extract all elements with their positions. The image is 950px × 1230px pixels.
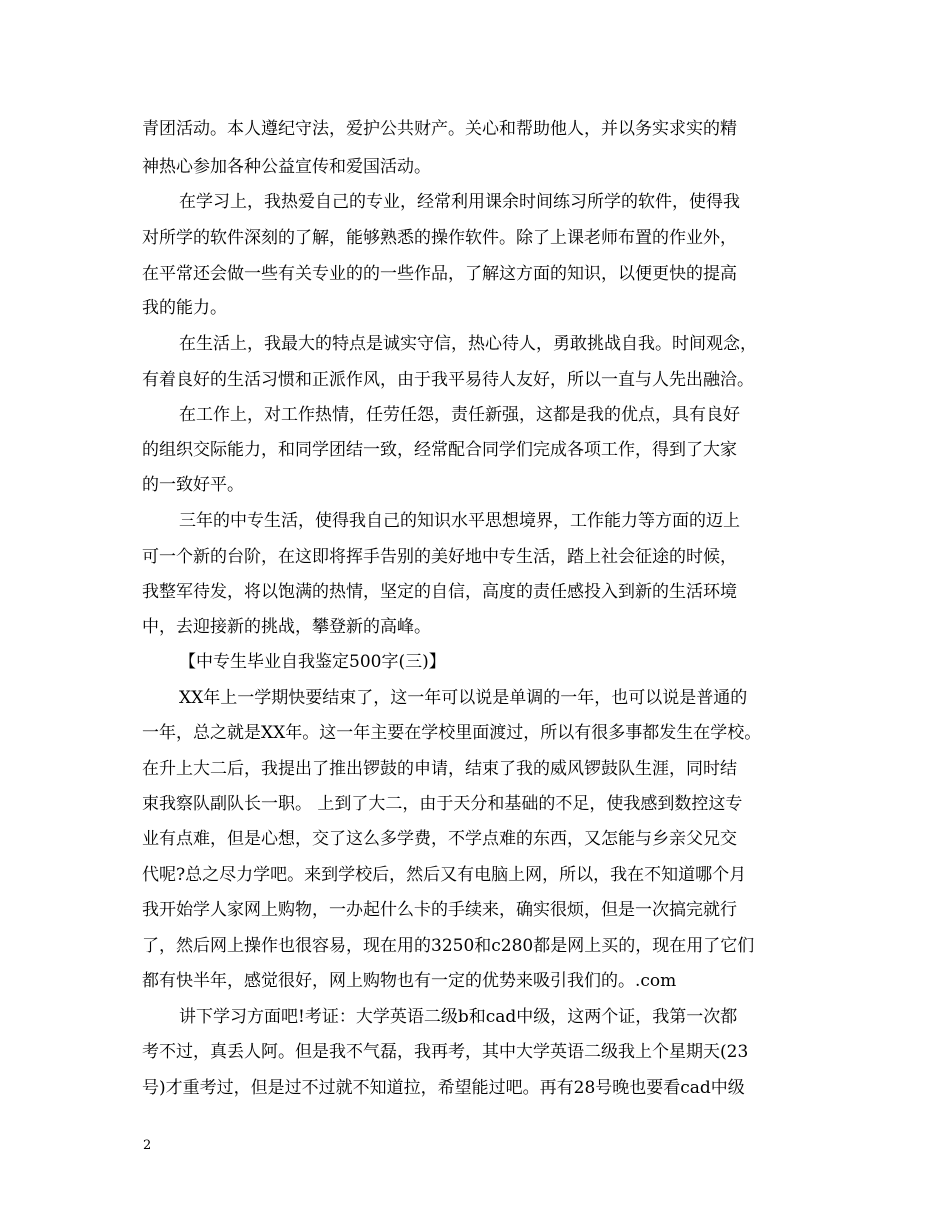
text-line: 有着良好的生活习惯和正派作风，由于我平易待人友好，所以一直与人先出融洽。 — [142, 370, 754, 390]
text-line: 在生活上，我最大的特点是诚实守信，热心待人，勇敢挑战自我。时间观念， — [179, 334, 757, 354]
section-heading: 【中专生毕业自我鉴定500字(三)】 — [179, 652, 446, 672]
text-line: 对所学的软件深刻的了解，能够熟悉的操作软件。除了上课老师布置的作业外， — [142, 228, 737, 248]
text-line: 青团活动。本人遵纪守法，爱护公共财产。关心和帮助他人，并以务实求实的精 — [142, 119, 737, 139]
text-line: 我的能力。 — [142, 298, 227, 318]
text-line: 我开始学人家网上购物，一办起什么卡的手续来，确实很烦，但是一次搞完就行 — [142, 900, 737, 920]
text-line: 束我察队副队长一职。 上到了大二，由于天分和基础的不足，使我感到数控这专 — [142, 794, 743, 814]
text-line: 代呢?总之尽力学吧。来到学校后，然后又有电脑上网，所以，我在不知道哪个月 — [142, 865, 747, 885]
text-line: XX年上一学期快要结束了，这一年可以说是单调的一年，也可以说是普通的 — [179, 688, 748, 708]
text-line: 业有点难，但是心想，交了这么多学费，不学点难的东西，又怎能与乡亲父兄交 — [142, 829, 737, 849]
text-line: 都有快半年，感觉很好，网上购物也有一定的优势来吸引我们的。.com — [142, 971, 677, 991]
text-line: 在升上大二后，我提出了推出锣鼓的申请，结束了我的威风锣鼓队生涯，同时结 — [142, 759, 737, 779]
text-line: 讲下学习方面吧!考证：大学英语二级b和cad中级，这两个证，我第一次都 — [179, 1007, 738, 1027]
text-line: 中，去迎接新的挑战，攀登新的高峰。 — [142, 617, 431, 637]
text-line: 可一个新的台阶，在这即将挥手告别的美好地中专生活，踏上社会征途的时候， — [142, 547, 737, 567]
text-line: 在平常还会做一些有关专业的的一些作品，了解这方面的知识，以便更快的提高 — [142, 264, 737, 284]
text-line: 考不过，真丢人阿。但是我不气磊，我再考，其中大学英语二级我上个星期天(23 — [142, 1042, 749, 1062]
text-line: 在工作上，对工作热情，任劳任怨，责任新强，这都是我的优点，具有良好 — [179, 405, 740, 425]
text-line: 了，然后网上操作也很容易，现在用的3250和c280都是网上买的，现在用了它们 — [142, 936, 755, 956]
text-line: 三年的中专生活，使得我自己的知识水平思想境界，工作能力等方面的迈上 — [179, 511, 740, 531]
text-line: 的一致好平。 — [142, 475, 244, 495]
page-number: 2 — [143, 1138, 152, 1153]
text-line: 一年，总之就是XX年。这一年主要在学校里面渡过，所以有很多事都发生在学校。 — [142, 723, 762, 743]
text-line: 在学习上，我热爱自己的专业，经常利用课余时间练习所学的软件，使得我 — [179, 192, 740, 212]
text-line: 的组织交际能力，和同学团结一致，经常配合同学们完成各项工作，得到了大家 — [142, 440, 737, 460]
text-line: 我整军待发，将以饱满的热情，坚定的自信，高度的责任感投入到新的生活环境 — [142, 582, 737, 602]
text-line: 神热心参加各种公益宣传和爱国活动。 — [142, 157, 431, 177]
text-line: 号)才重考过，但是过不过就不知道拉，希望能过吧。再有28号晚也要看cad中级 — [142, 1078, 745, 1098]
